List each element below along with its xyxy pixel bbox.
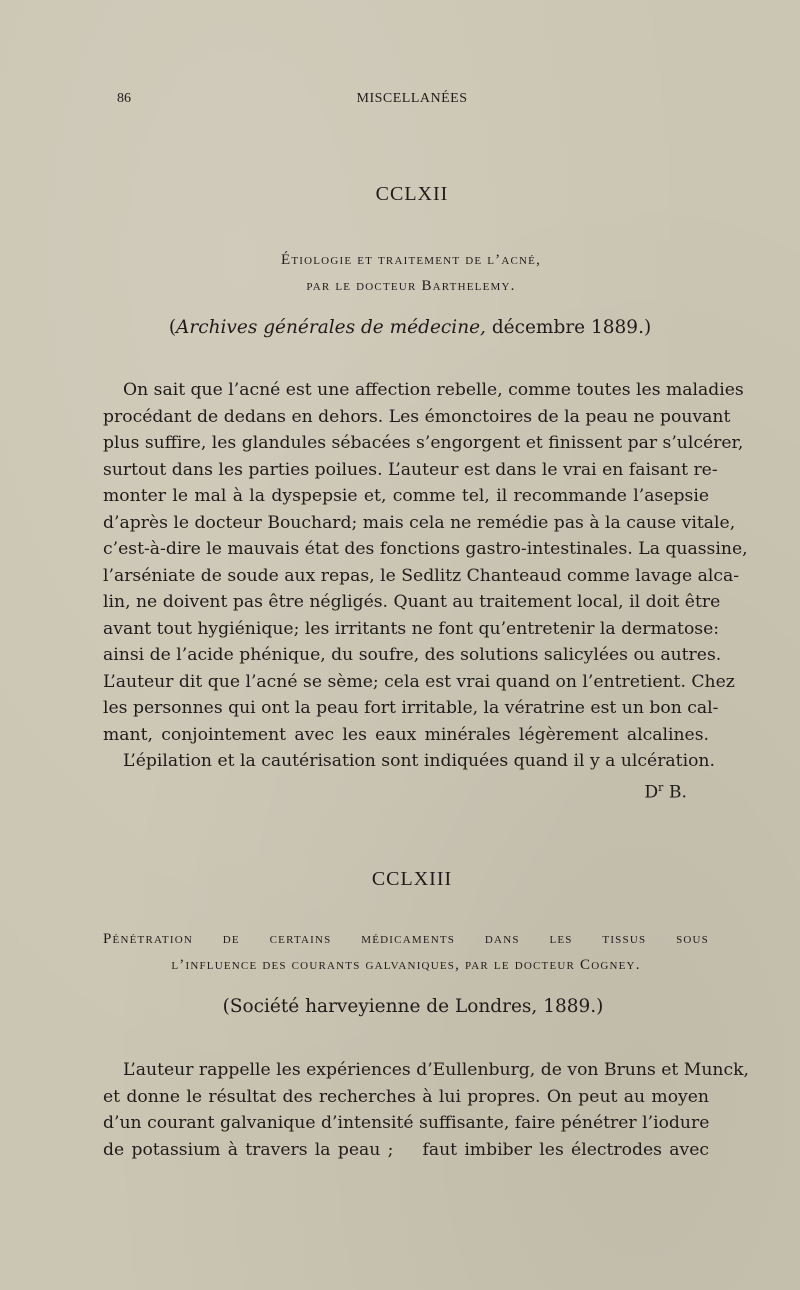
source-date: décembre 1889.) [485, 317, 652, 338]
article-title [113, 247, 709, 299]
text-line: L’épilation et la cautérisation sont indiquées quand il y a ulcération. [123, 751, 715, 771]
text-line: On sait que l’acné est une affection rebelle, comme toutes les maladies [123, 380, 744, 400]
signature [103, 775, 709, 806]
text-line: lin, ne doivent pas être négligés. Quant au traitement local, il doit être [103, 592, 721, 612]
text-line: monter le mal à la dyspepsie et, comme tel, il recommande l’asepsie [103, 486, 709, 506]
source-open-paren: ( [168, 317, 177, 338]
article-numeral: CCLXIII [371, 868, 453, 890]
article-title-line: Pénétration de certains médicaments dans les tissus sous [103, 931, 709, 947]
text-line: plus suffire, les glandules sébacées s’engorgent et finissent par s’ulcérer, [103, 433, 744, 453]
text-line: les personnes qui ont la peau fort irritable, la vératrine est un bon cal- [103, 698, 719, 718]
text-line: d’après le docteur Bouchard; mais cela ne remédie pas à la cause vitale, [103, 512, 736, 533]
text-line: c’est-à-dire le mauvais état des fonctions gastro-intestinales. La quassine, [103, 539, 748, 559]
text-line: et donne le résultat des recherches à lui propres. On peut au moyen [103, 1086, 709, 1107]
signature-d: D [644, 782, 659, 803]
running-head [0, 91, 800, 111]
article-source: (Société harveyienne de Londres, 1889.) [222, 996, 604, 1017]
article-title [103, 926, 709, 978]
article-title-line: par le docteur Barthelemy. [306, 278, 516, 294]
text-line: de potassium à travers la peau ; faut imbiber les électrodes avec [103, 1139, 709, 1160]
text-line: procédant de dedans en dehors. Les émonctoires de la peau ne pouvant [103, 406, 731, 427]
text-line: d’un courant galvanique d’intensité suffisante, faire pénétrer l’iodure [103, 1113, 710, 1133]
text-line: avant tout hygiénique; les irritants ne font qu’entretenir la dermatose: [103, 618, 720, 639]
article-body [103, 1057, 750, 1163]
article-cclxii [103, 183, 748, 806]
signature-initial: B. [663, 782, 687, 803]
text-line: L’auteur rappelle les expériences d’Eullenburg, de von Bruns et Munck, [123, 1060, 750, 1080]
text-line: l’arséniate de soude aux repas, le Sedlitz Chanteaud comme lavage alca- [103, 565, 740, 586]
text-line: mant, conjointement avec les eaux minérales légèrement alcalines. [103, 724, 709, 745]
text-line: ainsi de l’acide phénique, du soufre, des solutions salicylées ou autres. [103, 645, 722, 665]
article-body [103, 377, 748, 775]
signature-r: r [658, 780, 664, 794]
article-numeral: CCLXII [375, 183, 449, 205]
running-title: MISCELLANÉES [356, 91, 468, 106]
page-number: 86 [117, 91, 131, 106]
source-journal: Archives générales de médecine, [176, 317, 486, 338]
text-line: surtout dans les parties poilues. L’auteur est dans le vrai en faisant re- [103, 459, 718, 480]
article-cclxiii [103, 868, 750, 1163]
article-source [111, 317, 709, 338]
text-line: L’auteur dit que l’acné se sème; cela est vrai quand on l’entretient. Chez [103, 671, 735, 692]
article-title-line: Étiologie et traitement de l’acné, [280, 252, 542, 268]
article-title-line: l’influence des courants galvaniques, par le docteur Cogney. [171, 957, 641, 973]
